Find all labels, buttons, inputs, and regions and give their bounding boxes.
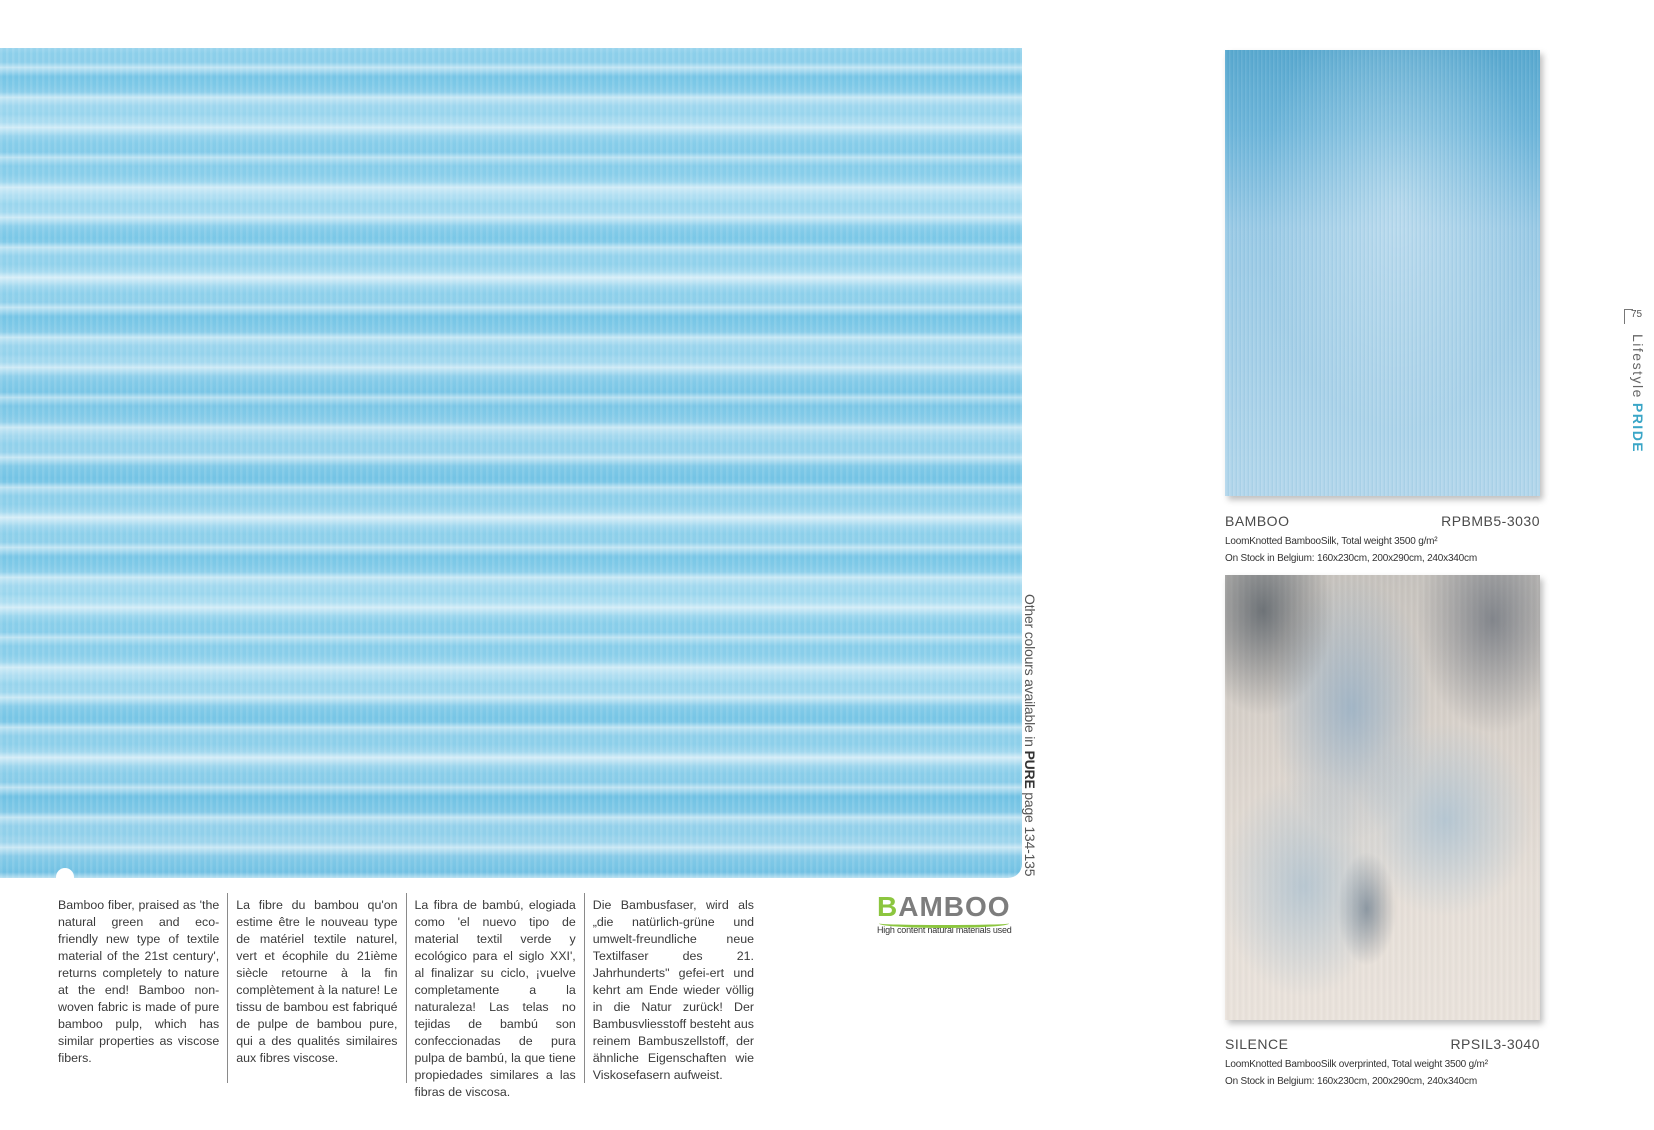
product-spec: LoomKnotted BambooSilk, Total weight 3500 g/m²: [1225, 536, 1438, 547]
hero-rug-image: [0, 48, 1022, 878]
section-accent: PRIDE: [1630, 402, 1646, 454]
product-caption-header: [1225, 513, 1540, 529]
product-stock: On Stock in Belgium: 160x230cm, 200x290cm, 240x340cm: [1225, 553, 1477, 564]
note-brand: PURE: [1022, 750, 1038, 789]
bamboo-logo: [877, 893, 1017, 935]
product-image-silence: [1225, 575, 1540, 1020]
product-image-bamboo: [1225, 50, 1540, 496]
bamboo-logo-tagline: High content natural materials used: [877, 925, 1012, 935]
product-code: RPSIL3-3040: [1450, 1036, 1540, 1052]
product-name: SILENCE: [1225, 1036, 1289, 1052]
bamboo-logo-rest: AMBOO: [898, 891, 1011, 922]
section-label: [1630, 334, 1646, 453]
product-name: BAMBOO: [1225, 513, 1290, 529]
note-suffix: page 134-135: [1022, 792, 1038, 877]
description-french: La fibre du bambou qu'on estime être le nouveau type de matériel textile naturel, vert et écophile du 21ième siècle retourne à la fin complètement à la nature! Le tissu de bambou est fabriqué de pulpe de bambou pure, qui a des qualités similaires aux fibres viscose.: [227, 893, 405, 1083]
description-english: Bamboo fiber, praised as 'the natural green and eco-friendly new type of textile material of the 21st century', returns completely to nature at the end! Bamboo non-woven fabric is made of pure bamboo pulp, which has similar properties as viscose fibers.: [58, 898, 220, 1065]
page-number: 75: [1631, 309, 1643, 320]
product-spec: LoomKnotted BambooSilk overprinted, Total weight 3500 g/m²: [1225, 1059, 1488, 1070]
description-spanish: La fibra de bambú, elogiada como 'el nuevo tipo de material textil verde y ecológico para el siglo XXI', al finalizar su ciclo, ¡vuelve completamente a la naturaleza! Las telas no tejidas de bambú son confeccionadas de pura pulpa de bambú, la que tiene propiedades similares a las fibras de viscosa.: [406, 893, 584, 1083]
note-prefix: Other colours available in: [1022, 594, 1038, 747]
other-colours-note: [1022, 594, 1038, 876]
description-german: Die Bambusfaser, wird als „die natürlich-grüne und umwelt-freundliche neue Textilfaser des 21. Jahrhunderts" gefei-ert und kehrt am Ende wieder völlig in die Natur zurück! Der Bambusvliesstoff besteht aus reinem Bambuszellstoff, der ähnliche Eigenschaften wie Viskosefasern aufweist.: [584, 893, 762, 1083]
bamboo-logo-word: [877, 893, 1017, 921]
bamboo-swoosh-icon: [879, 919, 1009, 928]
product-stock: On Stock in Belgium: 160x230cm, 200x290cm, 240x340cm: [1225, 1076, 1477, 1087]
product-caption-bamboo: [1225, 513, 1540, 567]
bamboo-logo-first-letter: B: [877, 891, 899, 922]
description-columns: [58, 893, 762, 1099]
product-code: RPBMB5-3030: [1441, 513, 1540, 529]
product-caption-header: [1225, 1036, 1540, 1052]
section-name: Lifestyle: [1630, 334, 1646, 399]
product-caption-silence: [1225, 1036, 1540, 1090]
